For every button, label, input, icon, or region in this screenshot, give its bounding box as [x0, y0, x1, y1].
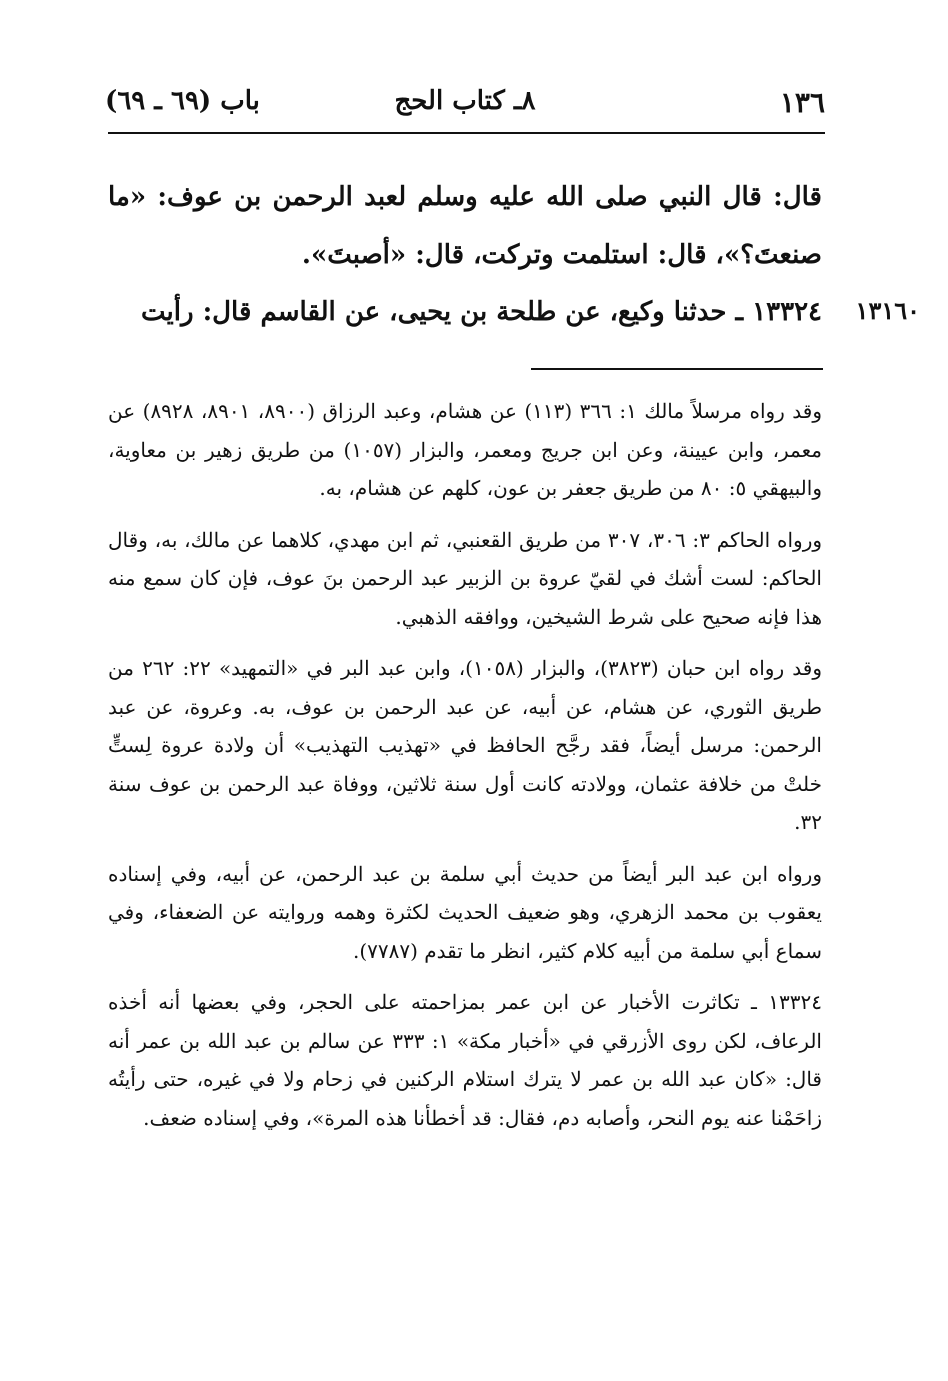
- footnote-paragraph: ١٣٣٢٤ ـ تكاثرت الأخبار عن ابن عمر بمزاحمته على الحجر، وفي بعضها أنه أخذه الرعاف، لكن روى الأزرقي في «أخبار مكة» ١: ٣٣٣ عن سالم بن عبد الله بن عمر أنه قال: «كان عبد الله بن عمر لا يترك استلام الركنين في زحام ولا في غيره، حتى رأيتُه زاحَمْنا عنه يوم النحر، وأصابه دم، فقال: قد أخطأنا هذه المرة»، وفي إسناده ضعف.: [108, 990, 822, 1130]
- footnote-paragraph: ورواه ابن عبد البر أيضاً من حديث أبي سلمة بن عبد الرحمن، عن أبيه، وفي إسناده يعقوب بن محمد الزهري، وهو ضعيف الحديث لكثرة وهمه وروايته عن الضعفاء، وفي سماع أبي سلمة من أبيه كلام كثير، انظر ما تقدم (٧٧٨٧).: [108, 861, 823, 963]
- footnote-paragraph: ورواه الحاكم ٣: ٣٠٦، ٣٠٧ من طريق القعنبي، ثم ابن مهدي، كلاهما عن مالك، به، وقال الحاكم: لست أشك في لقيّ عروة بن الزبير عبد الرحمن بنَ عوف، فإن كان سمع منه هذا فإنه صحيح على شرط الشيخين، ووافقه الذهبي.: [108, 527, 823, 629]
- header-divider: [108, 132, 825, 134]
- footnote-divider: [531, 368, 823, 370]
- page-header: [105, 80, 825, 130]
- hadith-text: ١٣٣٢٤ ـ حدثنا وكيع، عن طلحة بن يحيى، عن القاسم قال: رأيت: [140, 297, 822, 327]
- page-number: ١٣٦: [779, 86, 825, 119]
- footnote-paragraph: وقد رواه ابن حبان (٣٨٢٣)، والبزار (١٠٥٨)، وابن عبد البر في «التمهيد» ٢٢: ٢٦٢ من طريق الثوري، عن هشام، عن أبيه، عن عبد الرحمن بن عوف، به. وعروة، عن عبد الرحمن: مرسل أيضاً، فقد رجَّح الحافظ في «تهذيب التهذيب» أن ولادة عروة لِستٍّ خلتْ من خلافة عثمان، وولادته كانت أول سنة ثلاثين، ووفاة عبد الرحمن بن عوف سنة ٣٢.: [108, 656, 823, 834]
- chapter-range: باب (٦٩ ـ ٦٩): [105, 86, 260, 116]
- main-text: قال: قال النبي صلى الله عليه وسلم لعبد الرحمن بن عوف: «ما صنعتَ؟»، قال: استلمت وتركت، قال: «أصبتَ».: [108, 182, 822, 270]
- footnote-paragraph: وقد رواه مرسلاً مالك ١: ٣٦٦ (١١٣) عن هشام، وعبد الرزاق (٨٩٠٠، ٨٩٠١، ٨٩٢٨) عن معمر، وابن عيينة، وعن ابن جريج ومعمر، والبزار (١٠٥٧) من طريق زهير بن معاوية، والبيهقي ٥: ٨٠ من طريق جعفر بن عون، كلهم عن هشام، به.: [108, 399, 823, 500]
- margin-reference-number: ١٣١٦٠: [855, 296, 920, 325]
- footnotes: [108, 392, 822, 1150]
- book-title: ٨ـ كتاب الحج: [394, 86, 536, 116]
